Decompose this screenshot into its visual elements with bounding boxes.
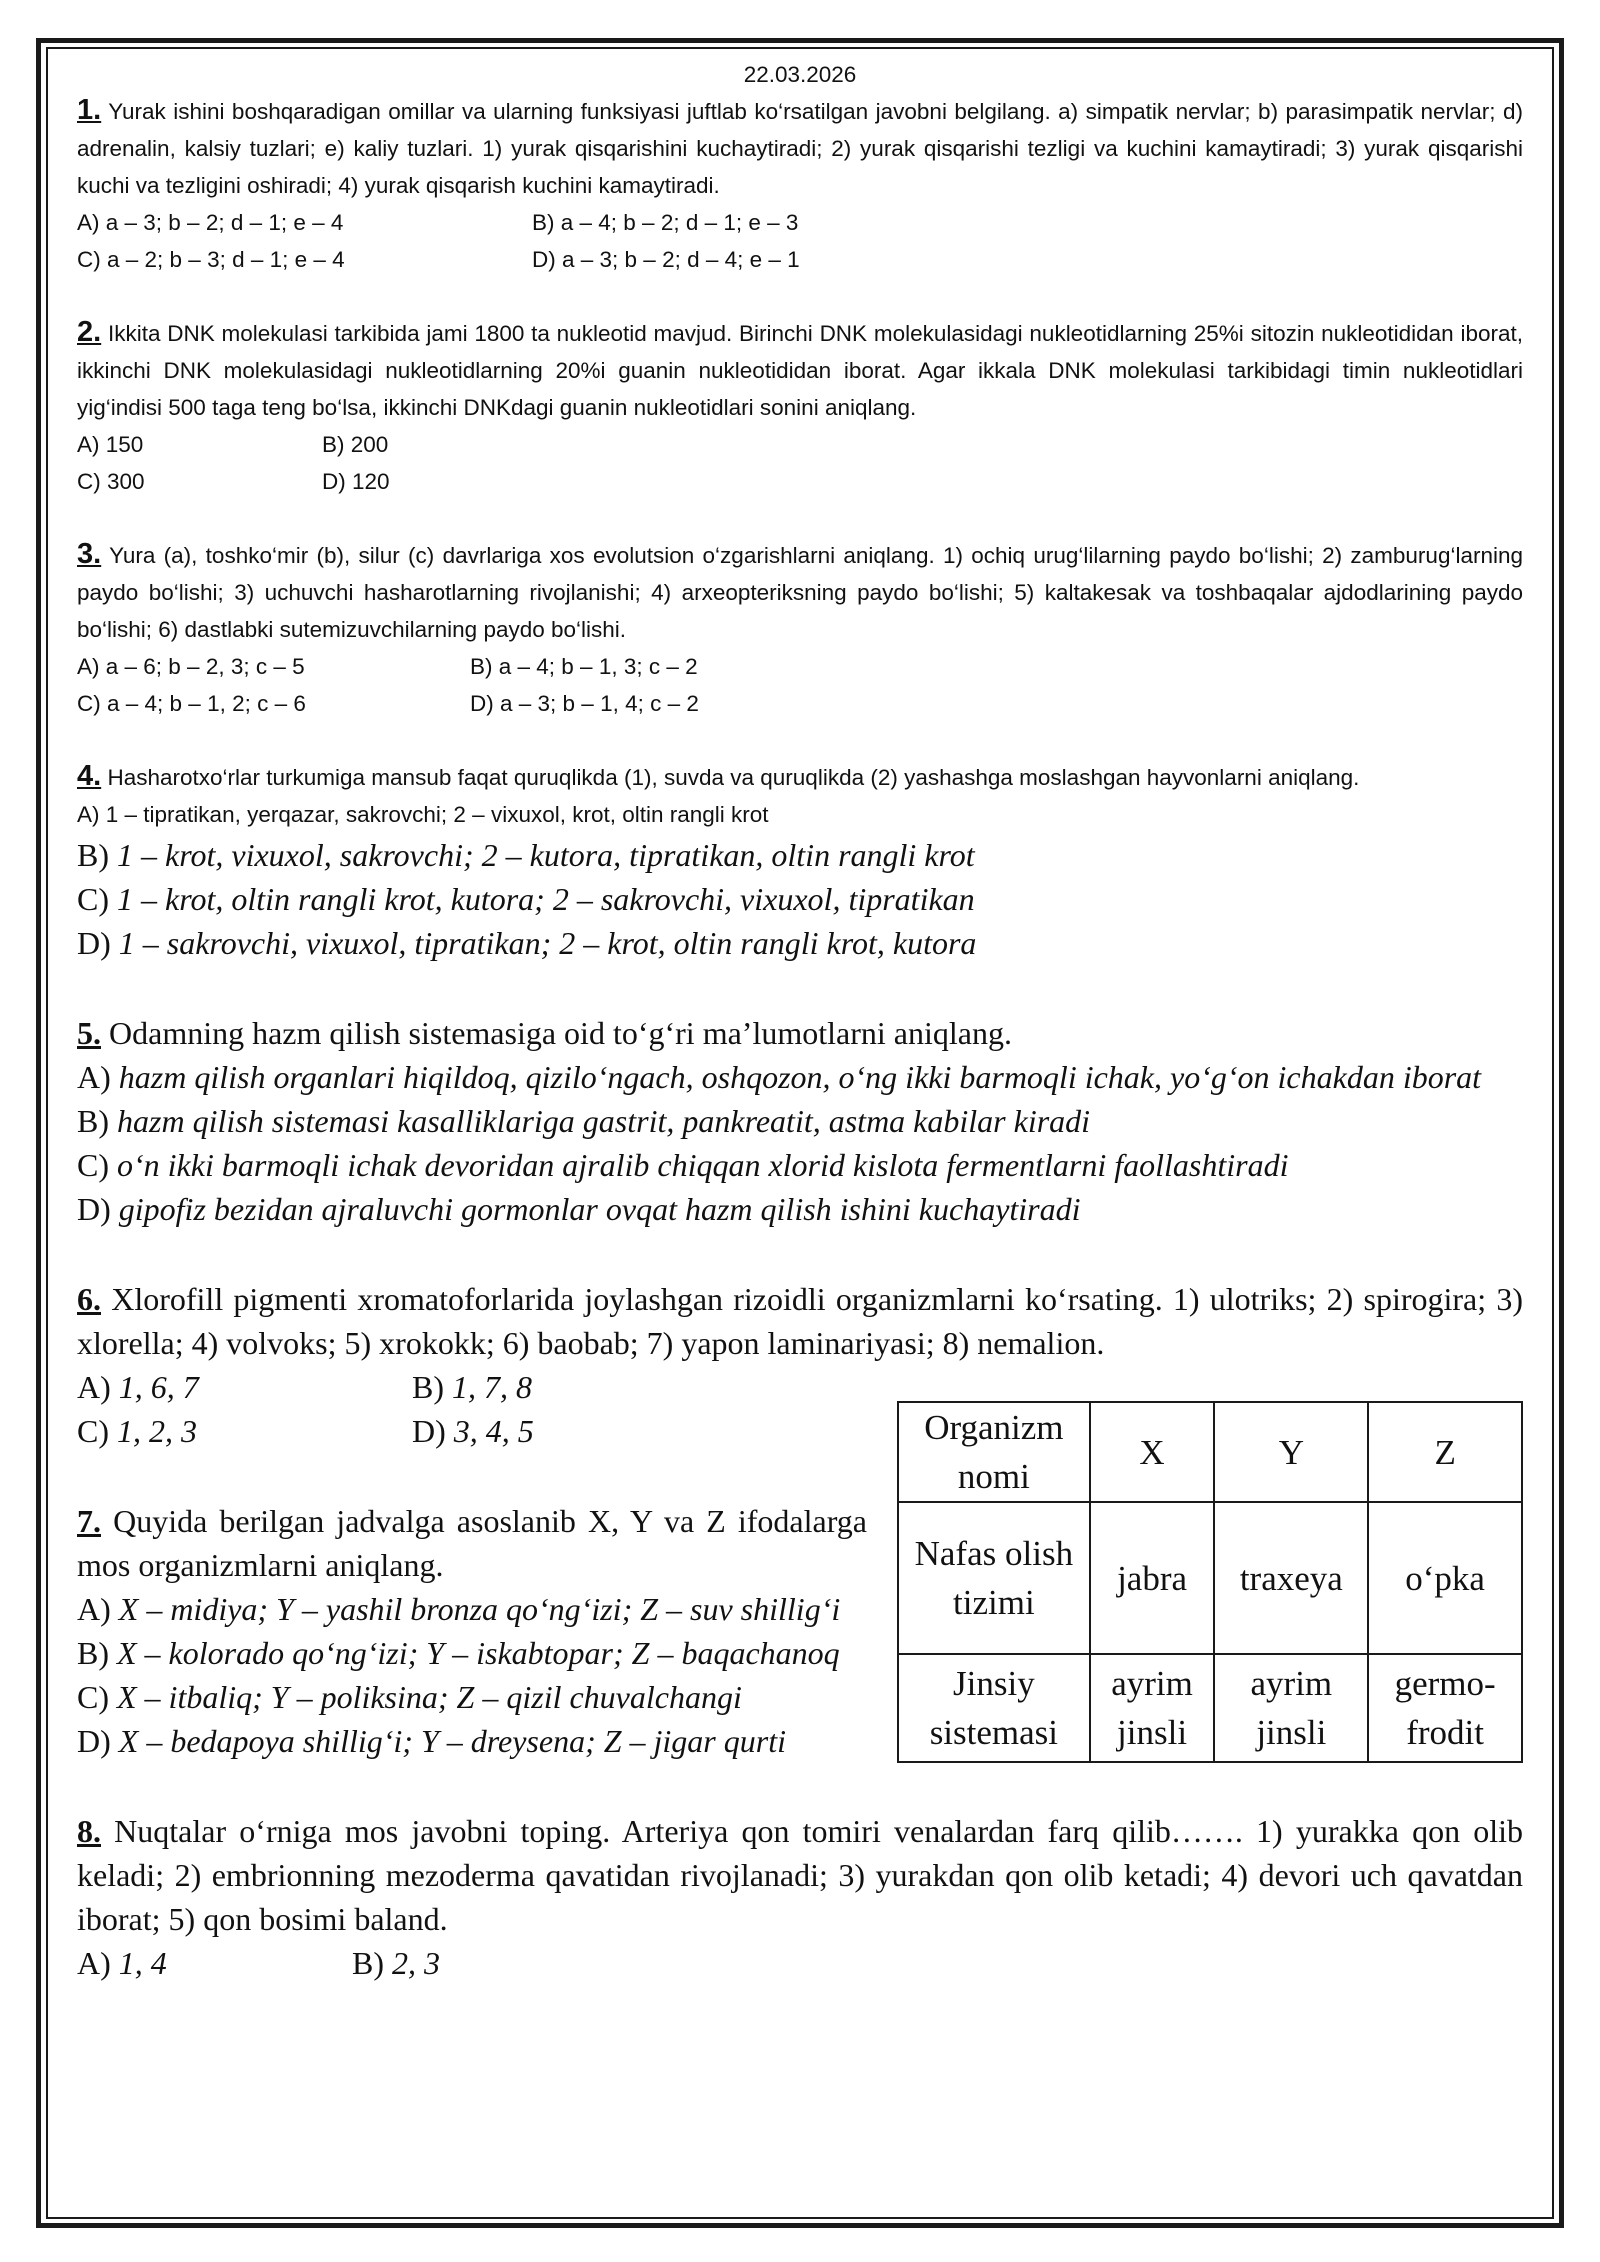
option-b[interactable] xyxy=(352,1941,652,1985)
option-c[interactable] xyxy=(77,877,1523,921)
table-row xyxy=(898,1654,1522,1762)
question-number: 6. xyxy=(77,1281,101,1317)
option-letter: A) xyxy=(77,1945,111,1981)
table-cell: jabra xyxy=(1090,1502,1215,1654)
answer-options xyxy=(77,426,1523,500)
option-text: 2, 3 xyxy=(392,1945,440,1981)
question-text: Nuqtalar o‘rniga mos javobni toping. Arteriya qon tomiri venalardan farq qilib……. 1) yurakka qon olib keladi; 2) embrionning mezoderma qavatidan rivojlanadi; 3) yurakdan qon olib ketadi; 4) devori uch qavatdan iborat; 5) qon bosimi baland. xyxy=(77,1813,1524,1937)
option-letter: C) xyxy=(77,1147,109,1183)
option-text: 1, 7, 8 xyxy=(452,1369,532,1405)
option-text: hazm qilish sistemasi kasalliklariga gastrit, pankreatit, astma kabilar kiradi xyxy=(117,1103,1091,1139)
table-cell: Jinsiy sistemasi xyxy=(898,1654,1090,1762)
table-cell: o‘pka xyxy=(1368,1502,1522,1654)
option-b[interactable]: B) 200 xyxy=(322,432,389,457)
option-text: 1 – krot, vixuxol, sakrovchi; 2 – kutora, tipratikan, oltin rangli krot xyxy=(117,837,975,873)
option-c[interactable] xyxy=(77,1675,867,1719)
option-text: X – kolorado qo‘ng‘izi; Y – iskabtopar; Z – baqachanoq xyxy=(117,1635,840,1671)
table-row xyxy=(898,1502,1522,1654)
question-text: Hasharotxo‘rlar turkumiga mansub faqat quruqlikda (1), suvda va quruqlikda (2) yashashga moslashgan hayvonlarni aniqlang. xyxy=(107,765,1360,790)
option-letter: D) xyxy=(77,1191,111,1227)
option-a[interactable]: A) a – 6; b – 2, 3; c – 5 xyxy=(77,654,305,679)
table-cell: ayrim jinsli xyxy=(1090,1654,1215,1762)
option-letter: B) xyxy=(77,837,109,873)
question-number: 3. xyxy=(77,538,102,570)
option-text: X – bedapoya shillig‘i; Y – dreysena; Z – jigar qurti xyxy=(118,1723,786,1759)
answer-options xyxy=(77,204,1523,278)
option-a[interactable]: A) 1 – tipratikan, yerqazar, sakrovchi; 2 – vixuxol, krot, oltin rangli krot xyxy=(77,802,769,827)
question-text: Odamning hazm qilish sistemasiga oid to‘g‘ri ma’lumotlarni aniqlang. xyxy=(109,1015,1012,1051)
question-7 xyxy=(77,1499,867,1763)
test-date: 22.03.2026 xyxy=(743,62,857,87)
question-number: 8. xyxy=(77,1813,101,1849)
test-page xyxy=(77,58,1523,1985)
question-text: Quyida berilgan jadvalga asoslanib X, Y va Z ifodalarga mos organizmlarni aniqlang. xyxy=(77,1503,868,1583)
option-text: X – midiya; Y – yashil bronza qo‘ng‘izi; Z – suv shillig‘i xyxy=(118,1591,841,1627)
question-text: Ikkita DNK molekulasi tarkibida jami 1800 ta nukleotid mavjud. Birinchi DNK molekulasidagi nukleotidlarning 25%i sitozin nukleotididan iborat, ikkinchi DNK molekulasidagi nukleotidlarning 20%i guanin nukleotididan iborat. Agar ikkala DNK molekulasi tarkibidagi timin nukleotidlari yig‘indisi 500 taga teng bo‘lsa, ikkinchi DNKdagi guanin nukleotidlari sonini aniqlang. xyxy=(77,321,1523,420)
option-a[interactable]: A) 150 xyxy=(77,432,144,457)
option-text: 1, 6, 7 xyxy=(118,1369,199,1405)
option-letter: B) xyxy=(77,1635,109,1671)
option-c[interactable]: C) a – 4; b – 1, 2; c – 6 xyxy=(77,691,306,716)
option-b[interactable]: B) a – 4; b – 1, 3; c – 2 xyxy=(470,654,698,679)
organism-table xyxy=(897,1401,1523,1763)
question-8 xyxy=(77,1809,1523,1985)
option-c[interactable] xyxy=(77,1143,1523,1187)
option-b[interactable] xyxy=(77,1099,1523,1143)
option-letter: A) xyxy=(77,1059,111,1095)
question-number: 1. xyxy=(77,94,102,126)
option-b[interactable] xyxy=(77,1631,867,1675)
option-a[interactable]: A) a – 3; b – 2; d – 1; e – 4 xyxy=(77,210,344,235)
option-letter: B) xyxy=(77,1103,109,1139)
question-text: Yura (a), toshko‘mir (b), silur (c) davrlariga xos evolutsion o‘zgarishlarni aniqlang. 1) ochiq urug‘lilarning paydo bo‘lishi; 2) zamburug‘larning paydo bo‘lishi; 3) uchuvchi hasharotlarning rivojlanishi; 4) arxeopteriksning paydo bo‘lishi; 5) kaltakesak va toshbaqalar ajdodlarining paydo bo‘lishi; 6) dastlabki sutemizuvchilarning paydo bo‘lishi. xyxy=(77,543,1523,642)
table-cell: traxeya xyxy=(1214,1502,1368,1654)
option-a[interactable] xyxy=(77,1941,352,1985)
option-a[interactable] xyxy=(77,1055,1523,1099)
option-text: 1, 4 xyxy=(118,1945,167,1981)
option-letter: C) xyxy=(77,881,109,917)
option-d[interactable]: D) a – 3; b – 2; d – 4; e – 1 xyxy=(532,247,800,272)
option-text: X – itbaliq; Y – poliksina; Z – qizil chuvalchangi xyxy=(117,1679,742,1715)
option-text: 3, 4, 5 xyxy=(453,1413,534,1449)
option-b[interactable] xyxy=(77,833,1523,877)
option-d[interactable] xyxy=(412,1409,712,1453)
question-number: 7. xyxy=(77,1503,101,1539)
option-d[interactable] xyxy=(77,1719,867,1763)
table-cell: Nafas olish tizimi xyxy=(898,1502,1090,1654)
table-header-cell: Y xyxy=(1214,1402,1368,1502)
option-a[interactable] xyxy=(77,1365,412,1409)
option-c[interactable] xyxy=(77,1409,412,1453)
option-letter: D) xyxy=(77,1723,111,1759)
option-b[interactable]: B) a – 4; b – 2; d – 1; e – 3 xyxy=(532,210,799,235)
option-letter: D) xyxy=(77,925,111,961)
question-number: 5. xyxy=(77,1015,101,1051)
option-d[interactable] xyxy=(77,1187,1523,1231)
answer-options xyxy=(77,648,1523,722)
table-header-cell: X xyxy=(1090,1402,1215,1502)
option-text: gipofiz bezidan ajraluvchi gormonlar ovqat hazm qilish ishini kuchaytiradi xyxy=(118,1191,1081,1227)
question-text: Xlorofill pigmenti xromatoforlarida joylashgan rizoidli organizmlarni ko‘rsating. 1) ulotriks; 2) spirogira; 3) xlorella; 4) volvoks; 5) xrokokk; 6) baobab; 7) yapon laminariyasi; 8) nemalion. xyxy=(77,1281,1524,1361)
option-c[interactable]: C) a – 2; b – 3; d – 1; e – 4 xyxy=(77,247,345,272)
table-cell: ayrim jinsli xyxy=(1214,1654,1368,1762)
table-header-cell: Organizm nomi xyxy=(898,1402,1090,1502)
option-letter: B) xyxy=(352,1945,384,1981)
table-cell: germo-frodit xyxy=(1368,1654,1522,1762)
question-3 xyxy=(77,536,1523,722)
option-letter: C) xyxy=(77,1413,109,1449)
option-d[interactable]: D) a – 3; b – 1, 4; c – 2 xyxy=(470,691,699,716)
option-text: hazm qilish organlari hiqildoq, qizilo‘ngach, oshqozon, o‘ng ikki barmoqli ichak, yo‘g‘on ichakdan iborat xyxy=(118,1059,1482,1095)
option-a[interactable] xyxy=(77,1587,867,1631)
option-b[interactable] xyxy=(412,1365,712,1409)
option-letter: C) xyxy=(77,1679,109,1715)
option-text: 1, 2, 3 xyxy=(117,1413,197,1449)
answer-options xyxy=(77,1941,1523,1985)
question-2 xyxy=(77,314,1523,500)
option-letter: A) xyxy=(77,1369,111,1405)
option-text: 1 – sakrovchi, vixuxol, tipratikan; 2 – krot, oltin rangli krot, kutora xyxy=(118,925,977,961)
option-letter: A) xyxy=(77,1591,111,1627)
option-letter: B) xyxy=(412,1369,444,1405)
table-header-row xyxy=(898,1402,1522,1502)
option-d[interactable] xyxy=(77,921,1523,965)
question-1 xyxy=(77,92,1523,278)
question-number: 4. xyxy=(77,760,102,792)
question-number: 2. xyxy=(77,316,102,348)
question-text: Yurak ishini boshqaradigan omillar va ularning funksiyasi juftlab ko‘rsatilgan javobni belgilang. a) simpatik nervlar; b) parasimpatik nervlar; d) adrenalin, kalsiy tuzlari; e) kaliy tuzlari. 1) yurak qisqarishini kuchaytiradi; 2) yurak qisqarishi tezligi va kuchini kamaytiradi; 3) yurak qisqarishi kuchi va tezligini oshiradi; 4) yurak qisqarish kuchini kamaytiradi. xyxy=(77,99,1523,198)
question-4 xyxy=(77,758,1523,965)
question-5 xyxy=(77,1011,1523,1231)
table-header-cell: Z xyxy=(1368,1402,1522,1502)
option-c[interactable]: C) 300 xyxy=(77,469,145,494)
option-d[interactable]: D) 120 xyxy=(322,469,390,494)
option-letter: D) xyxy=(412,1413,446,1449)
option-text: o‘n ikki barmoqli ichak devoridan ajralib chiqqan xlorid kislota fermentlarni faollashtiradi xyxy=(117,1147,1289,1183)
option-text: 1 – krot, oltin rangli krot, kutora; 2 – sakrovchi, vixuxol, tipratikan xyxy=(117,881,975,917)
